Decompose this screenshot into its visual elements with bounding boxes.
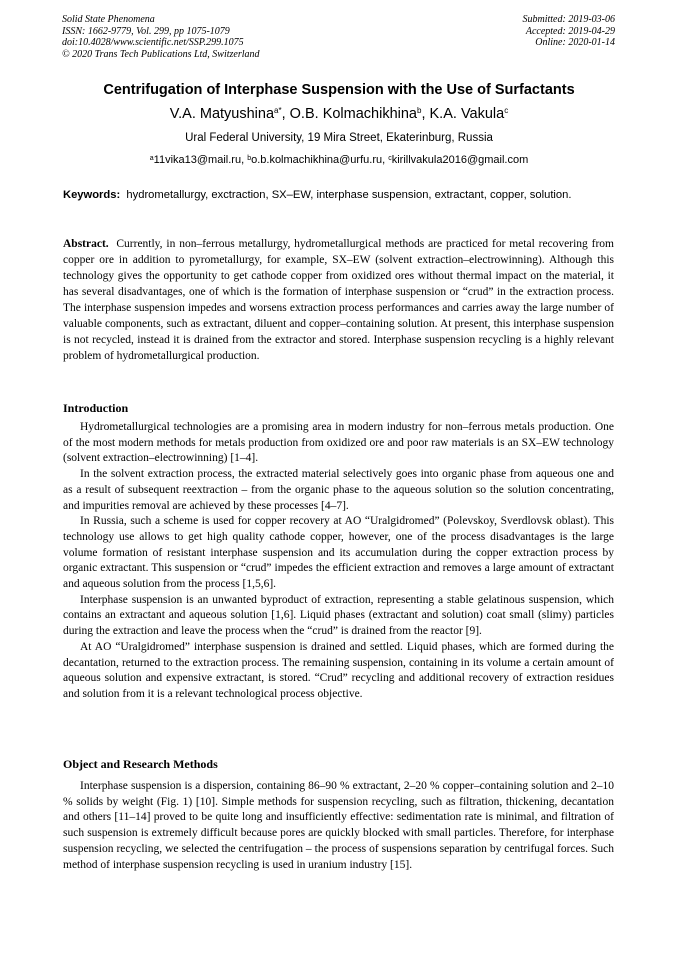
dates-header <box>523 14 616 49</box>
body-paragraph: In Russia, such a scheme is used for copper recovery at AO “Uralgidromed” (Polevskoy, Sverdlovsk oblast). This technology use allows to get high quality cathode copper, however, one of the process disadvantages is the large volume formation of resistant interphase suspension and its accumulation during the copper extraction process by organic extractant. This suspension or “crud” impedes the efficient extraction and removes a large amount of extractant and aqueous solution from the process [1,5,6]. <box>63 515 614 591</box>
author-name: V.A. Matyushina <box>169 106 275 122</box>
author-email: kirillvakula2016@gmail.com <box>391 154 529 166</box>
body-paragraph: Interphase suspension is a dispersion, containing 86–90 % extractant, 2–20 % copper–containing solution and 2–10 % solids by weight (Fig. 1) [10]. Simple methods for suspension recycling, such as filtration, thickening, decantation and others [11–14] proved to be quite long and insufficiently effective: sedimentation rate is minimal, and filtration of such suspension is extremely difficult because pores are quickly blocked with small particles. Therefore, for interphase suspension recycling, we selected the centrifugation – the process of suspensions separation by centrifugal forces. Such method of interphase suspension recycling is used in uranium industry [15]. <box>63 780 614 871</box>
body-paragraph: Interphase suspension is an unwanted byproduct of extraction, representing a stable gelatinous suspension, which contains an extractant and aqueous solution [1,6]. Liquid phases (extractant and solution) coat small (slimy) particles during the extraction and leave the process when the “crud” is drained from the reactor [9]. <box>63 593 614 638</box>
methods-body <box>63 779 614 873</box>
section-heading-methods: Object and Research Methods <box>63 757 218 771</box>
email-marker: a <box>149 155 154 162</box>
email-marker: c <box>388 155 392 162</box>
keywords-text: hydrometallurgy, exctraction, SX–EW, interphase suspension, extractant, copper, solution. <box>126 189 572 201</box>
submitted-date: Submitted: 2019-03-06 <box>522 14 615 25</box>
author-name: O.B. Kolmachikhina <box>289 106 417 122</box>
journal-doi: doi:10.4028/www.scientific.net/SSP.299.1075 <box>62 37 244 48</box>
author-separator: , <box>281 106 290 122</box>
accepted-date: Accepted: 2019-04-29 <box>525 25 615 37</box>
author-email: 11vika13@mail.ru <box>153 154 242 166</box>
email-marker: b <box>247 155 252 162</box>
body-paragraph: At AO “Uralgidromed” interphase suspension is drained and settled. Liquid phases, which are formed during the decantation, returned to the extraction process. The remaining suspension, containing in its volume a certain amount of aqueous solution and expensive extractant, is stored. “Crud” recycling and additional recovery of extraction residues and solution from it is a relevant technological process objective. <box>63 640 614 700</box>
email-separator: , <box>382 154 389 166</box>
affiliation: Ural Federal University, 19 Mira Street, Ekaterinburg, Russia <box>185 132 493 144</box>
email-list <box>62 153 616 167</box>
abstract-label: Abstract. <box>63 238 109 250</box>
body-paragraph: Hydrometallurgical technologies are a promising area in modern industry for non–ferrous metals production. One of the most modern methods for metals production from oxidized ore and poor raw materials is an SX–EW technology (solvent extraction–electrowinning) [1–4]. <box>63 421 614 465</box>
author-marker: c <box>504 106 509 115</box>
section-heading-introduction: Introduction <box>63 401 129 415</box>
introduction-body <box>63 420 614 703</box>
abstract-text: Currently, in non–ferrous metallurgy, hydrometallurgical methods are practiced for metal recovering from copper ore in addition to pyrometallurgy, for example, SX–EW (solvent extraction–electrowinning). Although this technology gives the opportunity to get cathode copper from oxidized ores without thermal impact on the material, it has several disadvantages, one of which is the formation of interphase suspension or “crud” in the extraction process. The interphase suspension impedes and worsens extraction process performances and carries away the large number of valuable components, such as extractant, diluent and copper–containing solution. At present, this interphase suspension is not recycled, instead it is drained from the extractor and stored. Interphase suspension recycling is a highly relevant problem of hydrometallurgical production. <box>63 238 614 362</box>
author-marker: b <box>417 106 422 115</box>
email-separator: , <box>241 154 248 166</box>
body-paragraph: In the solvent extraction process, the extracted material selectively goes into organic phase from aqueous one and as a result of subsequent reextraction – from the organic phase to the aqueous solution so the solution concentrating, and impurities removal are achieved by these processes [4–7]. <box>63 468 614 512</box>
author-marker: a* <box>274 106 282 115</box>
journal-copyright: © 2020 Trans Tech Publications Ltd, Switzerland <box>62 48 260 60</box>
abstract-block <box>63 236 614 364</box>
paper-title: Centrifugation of Interphase Suspension with the Use of Surfactants <box>103 82 575 98</box>
keywords-block <box>63 187 614 203</box>
author-email: o.b.kolmachikhina@urfu.ru <box>251 154 383 166</box>
keywords-label: Keywords: <box>63 189 121 201</box>
journal-header <box>62 14 260 60</box>
online-date: Online: 2020-01-14 <box>535 37 615 48</box>
author-separator: , <box>421 106 430 122</box>
author-name: K.A. Vakula <box>429 106 505 122</box>
author-list <box>62 105 616 123</box>
journal-name: Solid State Phenomena <box>62 14 155 25</box>
journal-issn: ISSN: 1662-9779, Vol. 299, pp 1075-1079 <box>62 25 230 37</box>
